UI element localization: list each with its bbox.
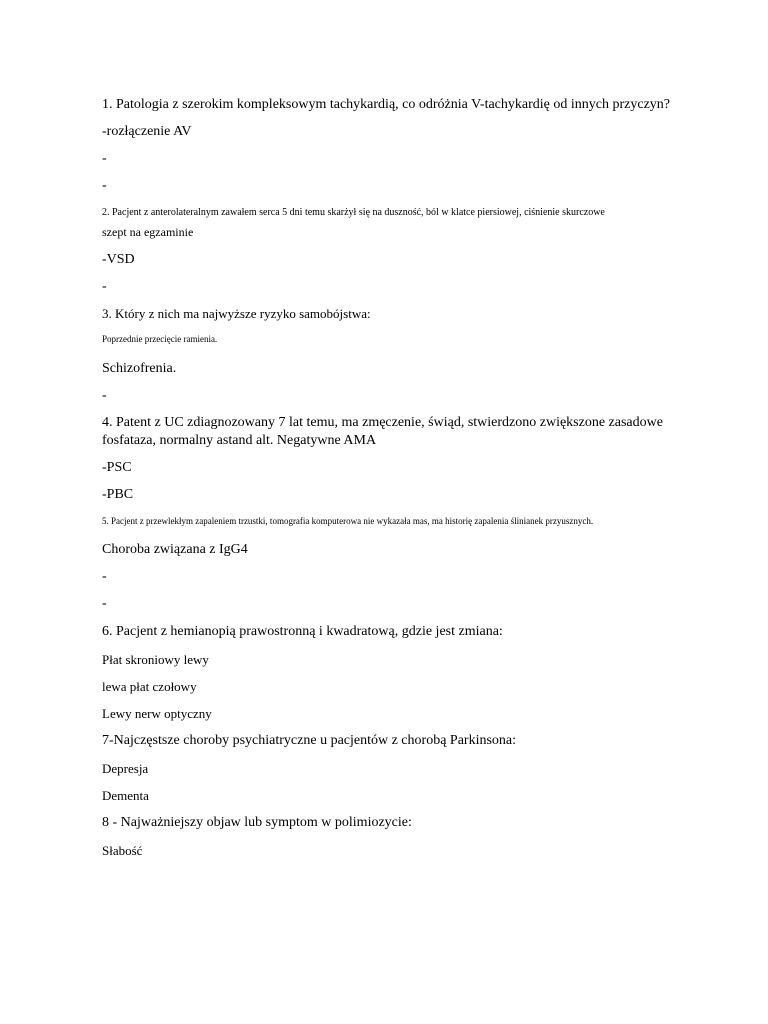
answer-line: lewa płat czołowy xyxy=(102,679,197,694)
question-1: 1. Patologia z szerokim kompleksowym tachykardią, co odróżnia V-tachykardię od innych przyczyn? xyxy=(102,97,670,112)
question-3: 3. Który z nich ma najwyższe ryzyko samobójstwa: xyxy=(102,306,371,321)
answer-line: - xyxy=(102,279,107,294)
answer-line: Płat skroniowy lewy xyxy=(102,652,209,667)
answer-line: Schizofrenia. xyxy=(102,361,177,376)
answer-line: - xyxy=(102,151,107,166)
question-6: 6. Pacjent z hemianopią prawostronną i kwadratową, gdzie jest zmiana: xyxy=(102,624,503,639)
question-2-continuation: szept na egzaminie xyxy=(102,225,194,239)
answer-line: -VSD xyxy=(102,252,135,267)
answer-line: - xyxy=(102,178,107,193)
answer-line: Słabość xyxy=(102,843,143,858)
answer-line: Depresja xyxy=(102,761,149,776)
answer-line: - xyxy=(102,388,107,403)
answer-line: -PSC xyxy=(102,460,132,475)
answer-line: - xyxy=(102,569,107,584)
question-2: 2. Pacjent z anterolateralnym zawałem serca 5 dni temu skarżył się na duszność, ból w klatce piersiowej, ciśnienie skurczowe xyxy=(102,207,605,218)
answer-line: Choroba związana z IgG4 xyxy=(102,542,248,557)
answer-line: Poprzednie przecięcie ramienia. xyxy=(102,334,218,344)
answer-line: Lewy nerw optyczny xyxy=(102,706,212,721)
question-8: 8 - Najważniejszy objaw lub symptom w polimiozycie: xyxy=(102,815,412,830)
question-5: 5. Pacjent z przewlekłym zapaleniem trzustki, tomografia komputerowa nie wykazała mas, ma historię zapalenia ślinianek przyusznych. xyxy=(102,516,594,526)
answer-line: -PBC xyxy=(102,487,134,502)
question-7: 7-Najczęstsze choroby psychiatryczne u pacjentów z chorobą Parkinsona: xyxy=(102,733,517,748)
question-4-continuation: fosfataza, normalny astand alt. Negatywne AMA xyxy=(102,433,377,448)
answer-line: -rozłączenie AV xyxy=(102,124,192,139)
question-4: 4. Patent z UC zdiagnozowany 7 lat temu, ma zmęczenie, świąd, stwierdzono zwiększone zasadowe xyxy=(102,415,663,430)
answer-line: Dementa xyxy=(102,788,149,803)
answer-line: - xyxy=(102,596,107,611)
